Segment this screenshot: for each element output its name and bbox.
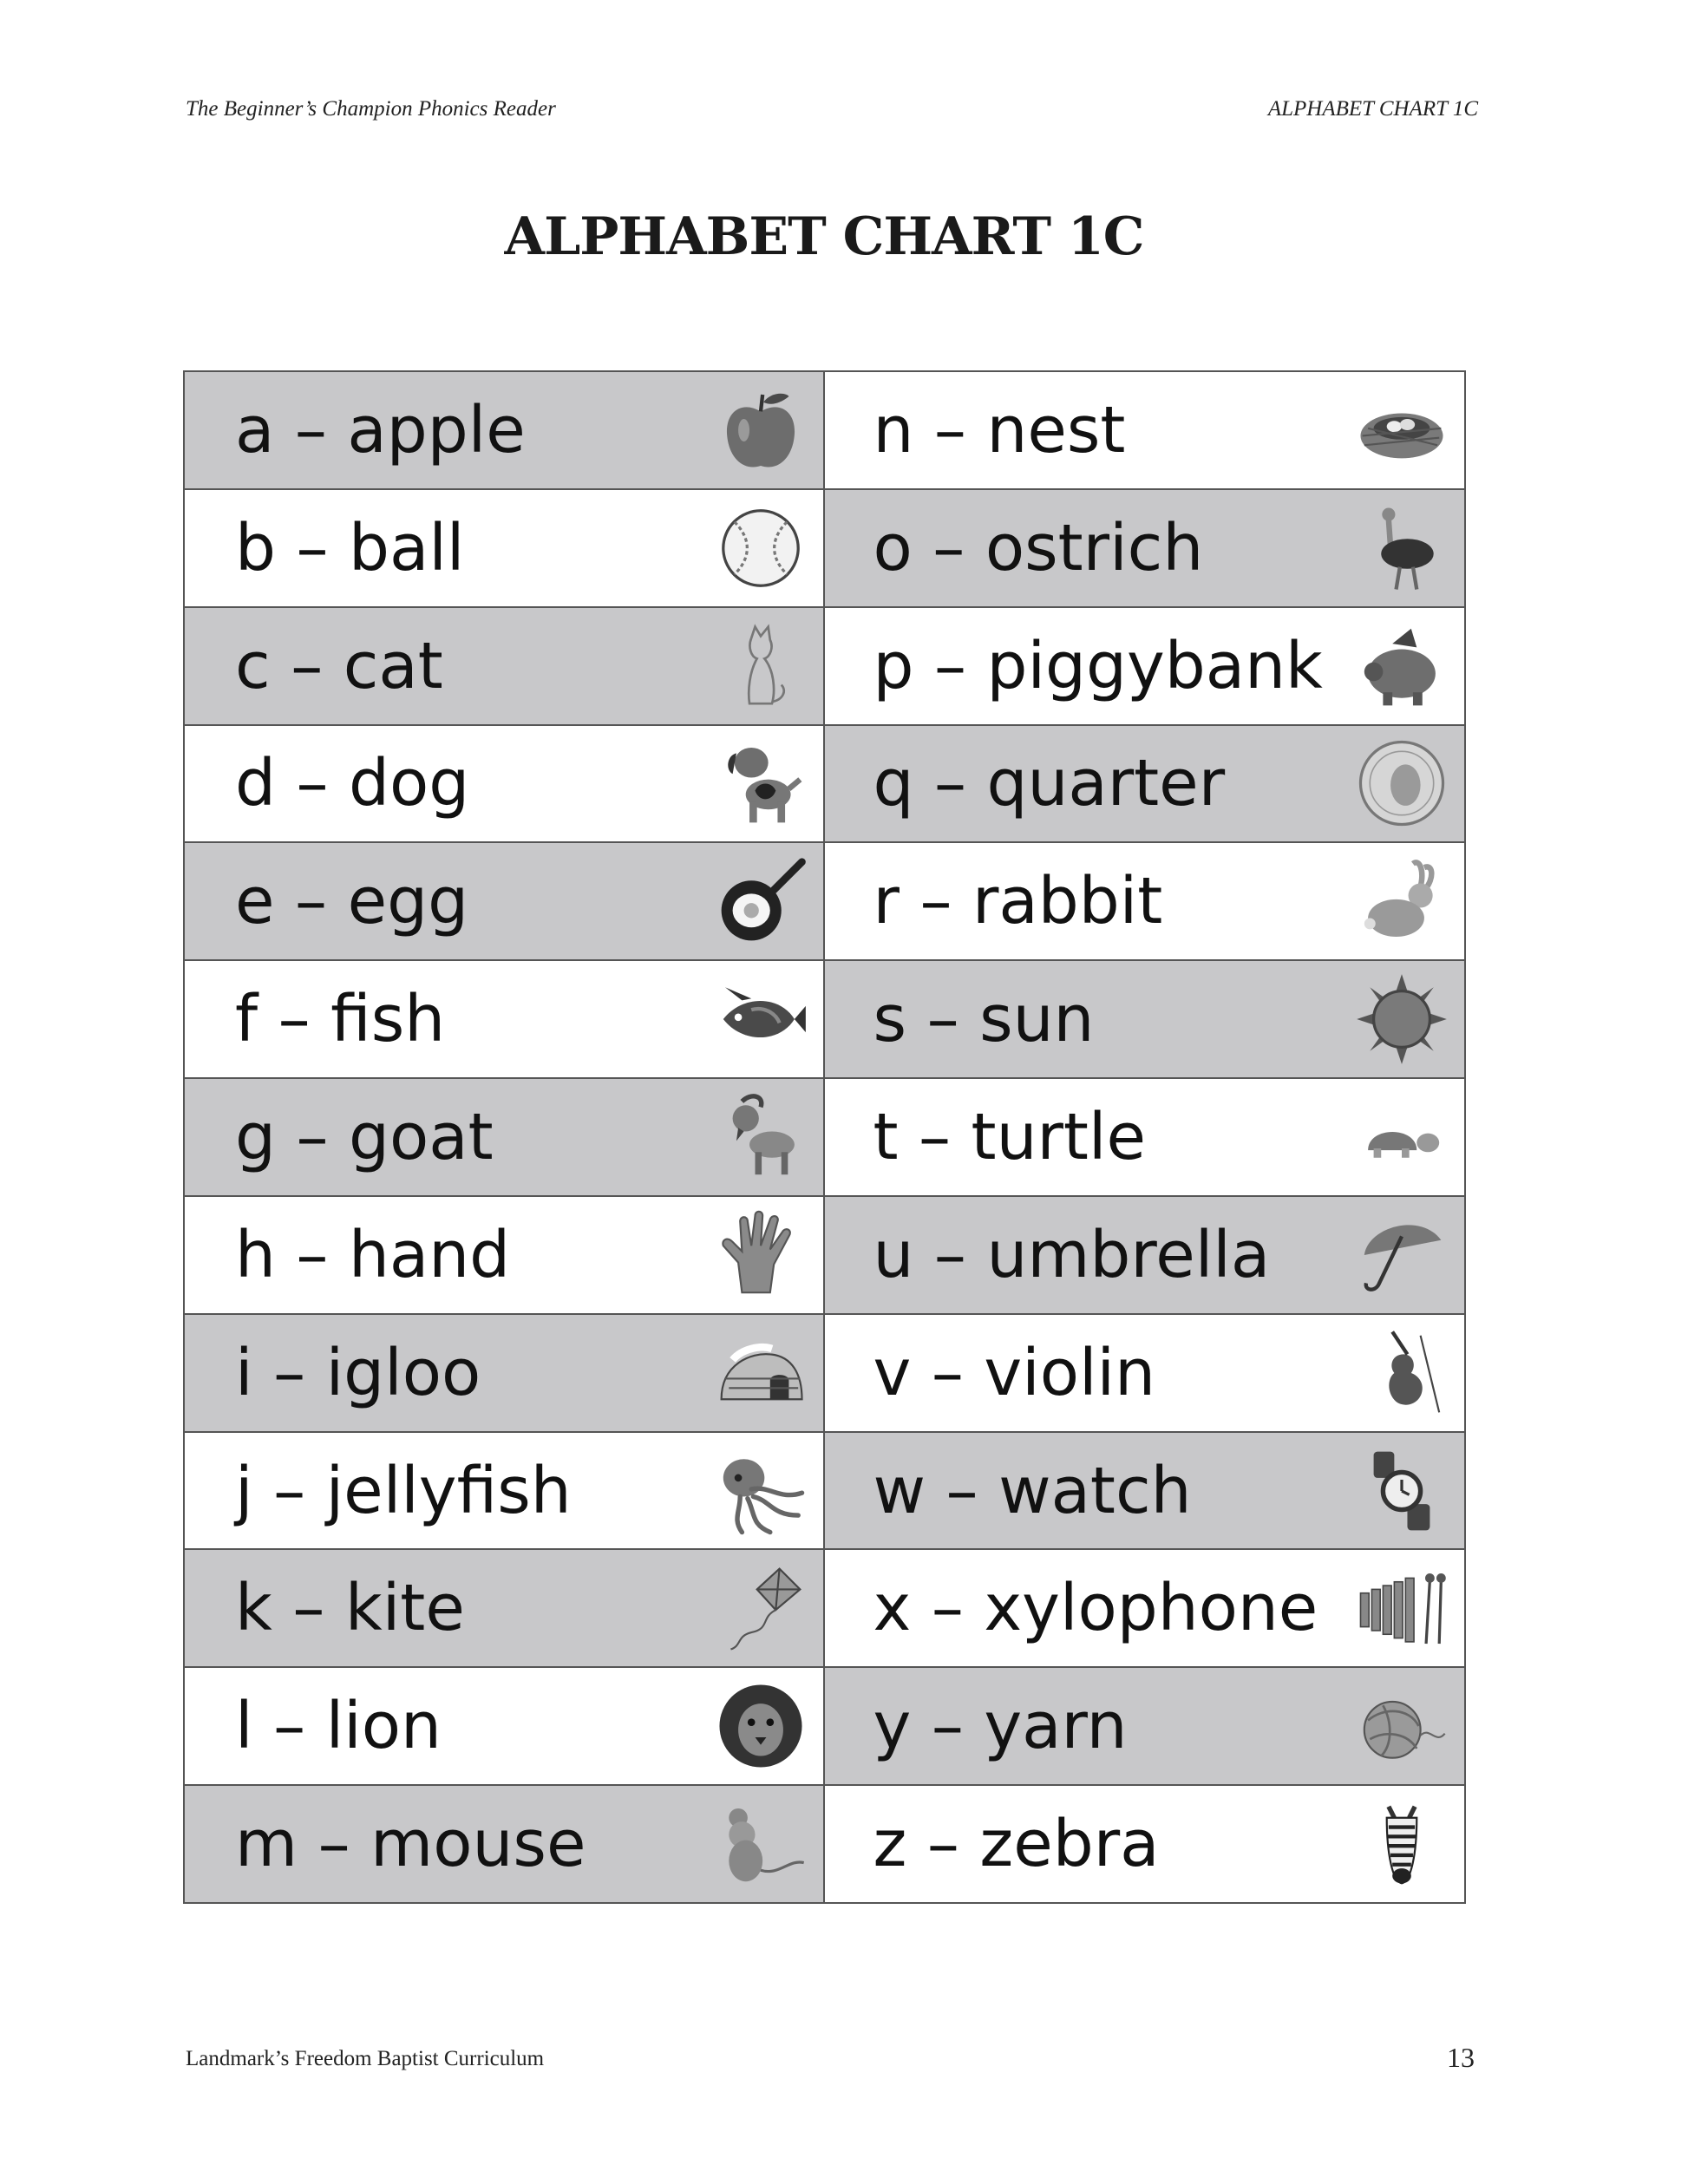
chart-row xyxy=(825,961,1465,1079)
chart-row xyxy=(825,843,1465,961)
apple-icon xyxy=(714,383,808,477)
letter-word-label: o – ostrich xyxy=(873,510,1204,585)
chart-row xyxy=(825,608,1465,726)
letter-word-label: j – jellyfish xyxy=(235,1453,572,1528)
chart-row xyxy=(185,1668,823,1786)
letter-word-label: f – fish xyxy=(235,982,446,1057)
letter-word-label: k – kite xyxy=(235,1571,465,1646)
alphabet-chart xyxy=(183,370,1466,1904)
jellyfish-icon xyxy=(714,1444,808,1538)
letter-word-label: i – igloo xyxy=(235,1335,481,1410)
letter-word-label: z – zebra xyxy=(873,1807,1160,1882)
chart-row xyxy=(185,608,823,726)
egg-pan-icon xyxy=(714,854,808,948)
letter-word-label: e – egg xyxy=(235,864,469,939)
violin-icon xyxy=(1355,1326,1449,1420)
letter-word-label: w – watch xyxy=(873,1453,1192,1528)
letter-word-label: q – quarter xyxy=(873,746,1226,821)
letter-word-label: c – cat xyxy=(235,628,443,703)
cat-icon xyxy=(714,619,808,713)
kite-icon xyxy=(714,1561,808,1655)
chart-row xyxy=(825,490,1465,608)
zebra-icon xyxy=(1355,1797,1449,1891)
chart-row xyxy=(185,1786,823,1902)
mouse-icon xyxy=(714,1797,808,1891)
chart-row xyxy=(185,1550,823,1668)
letter-word-label: s – sun xyxy=(873,982,1095,1057)
quarter-icon xyxy=(1355,736,1449,830)
letter-word-label: d – dog xyxy=(235,746,470,821)
chart-row xyxy=(185,372,823,490)
running-header-left: The Beginner’s Champion Phonics Reader xyxy=(186,97,556,121)
chart-row xyxy=(185,726,823,844)
umbrella-icon xyxy=(1355,1208,1449,1302)
chart-row xyxy=(825,1550,1465,1668)
chart-row xyxy=(825,1197,1465,1315)
page-title: ALPHABET CHART 1C xyxy=(504,206,1144,267)
nest-icon xyxy=(1355,383,1449,477)
letter-word-label: r – rabbit xyxy=(873,864,1163,939)
running-header-right: ALPHABET CHART 1C xyxy=(1267,97,1478,121)
left-column xyxy=(185,372,825,1902)
letter-word-label: v – violin xyxy=(873,1335,1155,1410)
letter-word-label: n – nest xyxy=(873,392,1126,468)
dog-icon xyxy=(714,736,808,830)
letter-word-label: y – yarn xyxy=(873,1689,1128,1764)
letter-word-label: a – apple xyxy=(235,392,526,468)
ostrich-icon xyxy=(1355,501,1449,595)
letter-word-label: l – lion xyxy=(235,1689,442,1764)
letter-word-label: t – turtle xyxy=(873,1099,1146,1174)
chart-row xyxy=(185,1315,823,1433)
chart-row xyxy=(825,1786,1465,1902)
chart-row xyxy=(185,843,823,961)
letter-word-label: u – umbrella xyxy=(873,1217,1271,1292)
fish-icon xyxy=(714,972,808,1066)
chart-row xyxy=(825,1315,1465,1433)
right-column xyxy=(825,372,1465,1902)
chart-row xyxy=(825,1433,1465,1551)
chart-row xyxy=(825,1079,1465,1197)
page-number: 13 xyxy=(1447,2042,1475,2073)
chart-row xyxy=(825,372,1465,490)
goat-icon xyxy=(714,1090,808,1184)
baseball-icon xyxy=(714,501,808,595)
piggybank-icon xyxy=(1355,619,1449,713)
chart-row xyxy=(825,726,1465,844)
letter-word-label: h – hand xyxy=(235,1217,511,1292)
sun-icon xyxy=(1355,972,1449,1066)
rabbit-icon xyxy=(1355,854,1449,948)
lion-icon xyxy=(714,1679,808,1773)
letter-word-label: m – mouse xyxy=(235,1807,586,1882)
igloo-icon xyxy=(714,1326,808,1420)
xylophone-icon xyxy=(1355,1561,1449,1655)
chart-row xyxy=(185,961,823,1079)
watch-icon xyxy=(1355,1444,1449,1538)
hand-icon xyxy=(714,1208,808,1302)
turtle-icon xyxy=(1355,1090,1449,1184)
letter-word-label: g – goat xyxy=(235,1099,494,1174)
chart-row xyxy=(185,1079,823,1197)
letter-word-label: x – xylophone xyxy=(873,1571,1318,1646)
footer-text: Landmark’s Freedom Baptist Curriculum xyxy=(186,2047,545,2070)
letter-word-label: p – piggybank xyxy=(873,628,1323,703)
yarn-icon xyxy=(1355,1679,1449,1773)
chart-row xyxy=(825,1668,1465,1786)
chart-row xyxy=(185,1197,823,1315)
letter-word-label: b – ball xyxy=(235,510,465,585)
chart-row xyxy=(185,490,823,608)
chart-row xyxy=(185,1433,823,1551)
